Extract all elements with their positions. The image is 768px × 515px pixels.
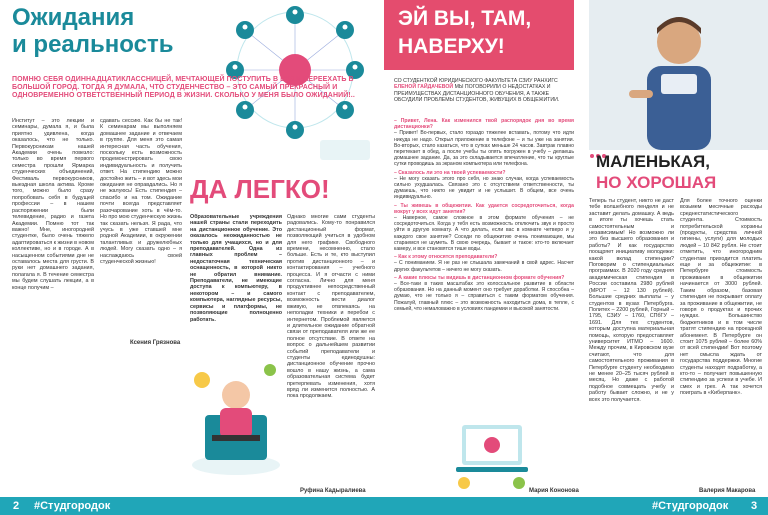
question: – Ты живешь в общежитии. Как удается сосредоточиться, когда вокруг у всех идут занятия? xyxy=(394,202,574,215)
column-1: Институт – это лекции и семинары, думала я, и была приятно удивлена, когда оказалось, что не только. Первокурсникам нашей Академии очень повезло: только во время первого семестра прошли Ярмарка студенческих объединений, Фестиваль первокурсников, выездная школа актива. Кроме того, можно было сразу попробовать себя в будущей профессии – в нашем распоряжении были телевидение, радио и газета Академии. Помню тот так важно! Мне, иногородней студентке, было очень тяжело адаптироваться к жизни в новом коллективе, но и в городе. А в насыщенном событиями дне не оставалось места для грусти. В руки нет домашнего задания, полагала я. В течение семестра мы будем слушать лекции, а в конце получим – xyxy=(12,118,94,291)
question: – Сказалось ли это на твоей успеваемости? xyxy=(394,169,506,176)
banner-title-line2: НАВЕРХУ! xyxy=(398,35,505,58)
article-title-line1: Ожидания xyxy=(12,4,135,31)
interview-body xyxy=(394,118,574,314)
article-2-title-line2: НО ХОРОШАЯ xyxy=(596,173,717,192)
question: – А какие плюсы ты видишь в дистанционном формате обучения? xyxy=(394,274,565,281)
author-signature-2: Руфина Кадыралиева xyxy=(300,488,366,494)
column-4: Однако многие сами студенты радовались. Кому-то понравился дистанционный формат, позволяющий учиться в удобном для него графике. Свободного времени, несомненно, стало больше. Есть и те, кто выступил против дистанционного – и контактирования – учебного процесса. И я отчасти с ними согласна. Лично для меня продуктивнее непосредственный контакт с преподавателем, возможность вести диалог вживую, не отвлекаясь на неполадки техники и перебои с интернетом. Проблемой является и длительное ожидание обратной связи от преподавателя или же ее полное отсутствие. В ответе на вопрос о дальнейшем развитии событий преподаватели и студенты единодушны: дистанционное обучение прочно вошло в нашу жизнь, а сама образовательная система будет претерпевать изменения, хотя вряд ли изменится полностью. А пока продолжаем. xyxy=(287,214,375,400)
author-signature-4: Валерия Макарова xyxy=(699,488,756,494)
author-signature-1: Ксения Грязнова xyxy=(130,340,181,346)
right-page xyxy=(384,0,768,515)
interviewee-name: ЕЛЕНОЙ ГАЙДАЧЕВОЙ xyxy=(394,84,454,91)
column-2: сдавать сессию. Как бы не так! К семинарам мы выполняем домашнее задание и отвечаем в группе. Для меня это самая интересная часть обучения, поскольку есть возможность продемонстрировать свою индивидуальность и получить ответ. На стипендию можно достойно жить – и вот здесь мои ожидания не оправдались. Но я не жалуюсь! Есть стипендия – спасибо и на том. Ожидание почти всегда представляет разочарование хоть в чём-то. Но про мою студенческую жизнь так сказать нельзя. Я рада, что учусь в уже ставшей мне родной Академии, в окружении талантливых и дружелюбных людей. Могу сказать одно – я наслаждаюсь своей студенческой жизнью! xyxy=(100,118,182,265)
headline-da-legko: ДА ЛЕГКО! xyxy=(190,174,330,204)
answer: – Привет! Во-первых, стало гораздо тяжелее вставать, потому что идти никуда не надо. Открыл приложение в телефоне – и ты уже на занятии. Во-вторых, стало казаться, что в сутках меньше 24 часов. Завтрак плавно перетекает в обед, а после учебы ты опять погружен в учебу – делаешь домашнее задание. Да, за это складывается впечатление, что ты круглые сутки проводишь за экраном компьютера или телефона. xyxy=(394,130,574,168)
student-photo xyxy=(589,0,768,150)
page-number: 3 xyxy=(750,500,758,512)
banner-title-line1: ЭЙ ВЫ, ТАМ, xyxy=(398,7,532,30)
article-2-title-line1: МАЛЕНЬКАЯ, xyxy=(596,152,711,171)
student-illustration xyxy=(190,340,282,480)
column-3: Образовательные учреждения нашей страны стали переходить на дистанционное обучение. Это оказалось неожиданностью не только для учащихся, но и для преподавателей. Одна из главных проблем – недостаточная техническая оснащенность, в которой никто не обратил внимание. Преподаватели, не имеющие доступа к компьютеру, в некотором – и самого компьютера, наглядные ресурсы, сервисы и платформы, не позволяющие полноценно работать. xyxy=(190,214,282,323)
column-6: Для более точного оценки возьмем месячные расходы среднестатистического студента. Стоимость потребительской корзины (продукты, средства личной гигиены, услуги) для молодых людей – 10 842 рубля. Не стоит отметить, что иногородним студентам приходится платить еще и за общежитие: в Петербурге стоимость проживания в общежитии начинается от 3000 рублей. Таким образом, базовая стипендия не покрывает оплату за проживание в общежитии, не говоря о продуктах и прочих нуждах. Большинство бюджетников и в том числе тратят стипендию на проездной абонемент. В Петербурге он стоит 1075 рублей – более 60% от всей стипендии! Вот поэтому нет смысла ждать от государства поддержки. Многие студенты находят подработку, а кто-то – получает повышенную стипендию за успехи в учебе. И смех и грех. А так хочется поиграть в «Киберпанк». xyxy=(680,198,762,397)
hashtag: #Студгородок xyxy=(34,500,111,512)
column-5: Теперь ты студент, никто не даст тебе волшебного пенделя и не заставит делать домашку. А ведь в итоге ты хочешь стать самостоятельным и независимым! Но возможно ли это без высшего образования и работы? И как государство поощряет инициативу молодежи: какой вклад стипендии? Поговорим о стипендиальных программах. В 2020 году средняя академическая стипендия в России составила 2980 рублей (МРОТ – 12 130 рублей). Большие средних выплаты – у студентов в вузах Петербурга. Политех – 2200 рублей, Горный – 1795, СЗИУ – 1760, СПбГУ – 1691. Для тех студентов, которым доступна материальная помощь, которую предоставляет университет ИТМО – 1600. Между прочим, в Кировском вузе считают, что для самостоятельного проживания в Петербурге студенту необходимо не менее 20–25 тысяч рублей в месяц. Но даже с работой подобное совмещать учебу и работу бывает сложно, и не у всех это получается. xyxy=(589,198,674,403)
lead-paragraph: ПОМНЮ СЕБЯ ОДИННАДЦАТИКЛАССНИЦЕЙ, МЕЧТАЮЩЕЙ ПОСТУПИТЬ В ВУЗ И ПЕРЕЕХАТЬ В БОЛЬШОЙ ГОРОД. ТОГДА Я ДУМАЛА, ЧТО СТУДЕНЧЕСТВО – ЭТО САМЫЙ ПРЕКРАСНЫЙ И ОДНОВРЕМЕННО ОТВЕТСТВЕННЫЙ ПЕРИОД В ЖИЗНИ. СКОЛЬКО У МЕНЯ БЫЛО ОЖИДАНИЙ!.. xyxy=(12,76,355,99)
question: – Привет, Лена. Как изменился твой распорядок дня во время дистанционки? xyxy=(394,118,574,131)
question: – Как к этому относятся преподаватели? xyxy=(394,254,498,261)
author-signature-3: Мария Кононова xyxy=(529,488,579,494)
answer: – С пониманием. Я не раз не слышала замечаний в свой адрес. Насчет других факультетов – ничего не могу сказать. xyxy=(394,260,574,273)
hashtag: #Студгородок xyxy=(652,500,729,512)
answer: – Не могу сказать этого про себя, но знаю случаи, когда успеваемость сильно ухудшалась. Связано это с отсутствием ответственности, ты думаешь, что никто не увидит и не услышит. В общем, все очень индивидуально. xyxy=(394,175,574,201)
answer: – Наверное, самое сложное в этом формате обучения – не сосредоточиться. Когда у тебя есть возможность отключить звук и просто уйти в другую комнату. А что делать, если вас в комнате четверо и у каждого свое занятие? Соседи по общежитию очень понимающие, мы стараемся не шуметь. В свою очередь, бывает и такое: кто-то включает камеру, и все становятся тише воды. xyxy=(394,215,574,253)
interview-intro: СО СТУДЕНТКОЙ ЮРИДИЧЕСКОГО ФАКУЛЬТЕТА СЗИУ РАНХИГС ЕЛЕНОЙ ГАЙДАЧЕВОЙ МЫ ПОГОВОРИЛИ О НЕДОСТАТКАХ И ПРЕИМУЩЕСТВАХ ДИСТАНЦИОННОГО ОБУЧЕНИЯ, А ТАКЖЕ ОБСУДИЛИ ПРОБЛЕМЫ СТУДЕНТОВ, ЖИВУЩИХ В ОБЩЕЖИТИИ. xyxy=(394,78,560,104)
answer: – Все-таки в таких масштабах это колоссальное развитие в области образования. Но на данный момент оно требует доработки. Я способна – думаю, что не только я – справиться с таким форматом обучения. Пожалуй, главный плюс – это возможность находиться дома, в тепле, с семьей, что немаловажно в условиях пандемии и высокой занятости. xyxy=(394,281,574,312)
page-number: 2 xyxy=(12,500,20,512)
online-learning-illustration xyxy=(454,415,529,493)
article-title-line2: и реальность xyxy=(12,31,174,58)
